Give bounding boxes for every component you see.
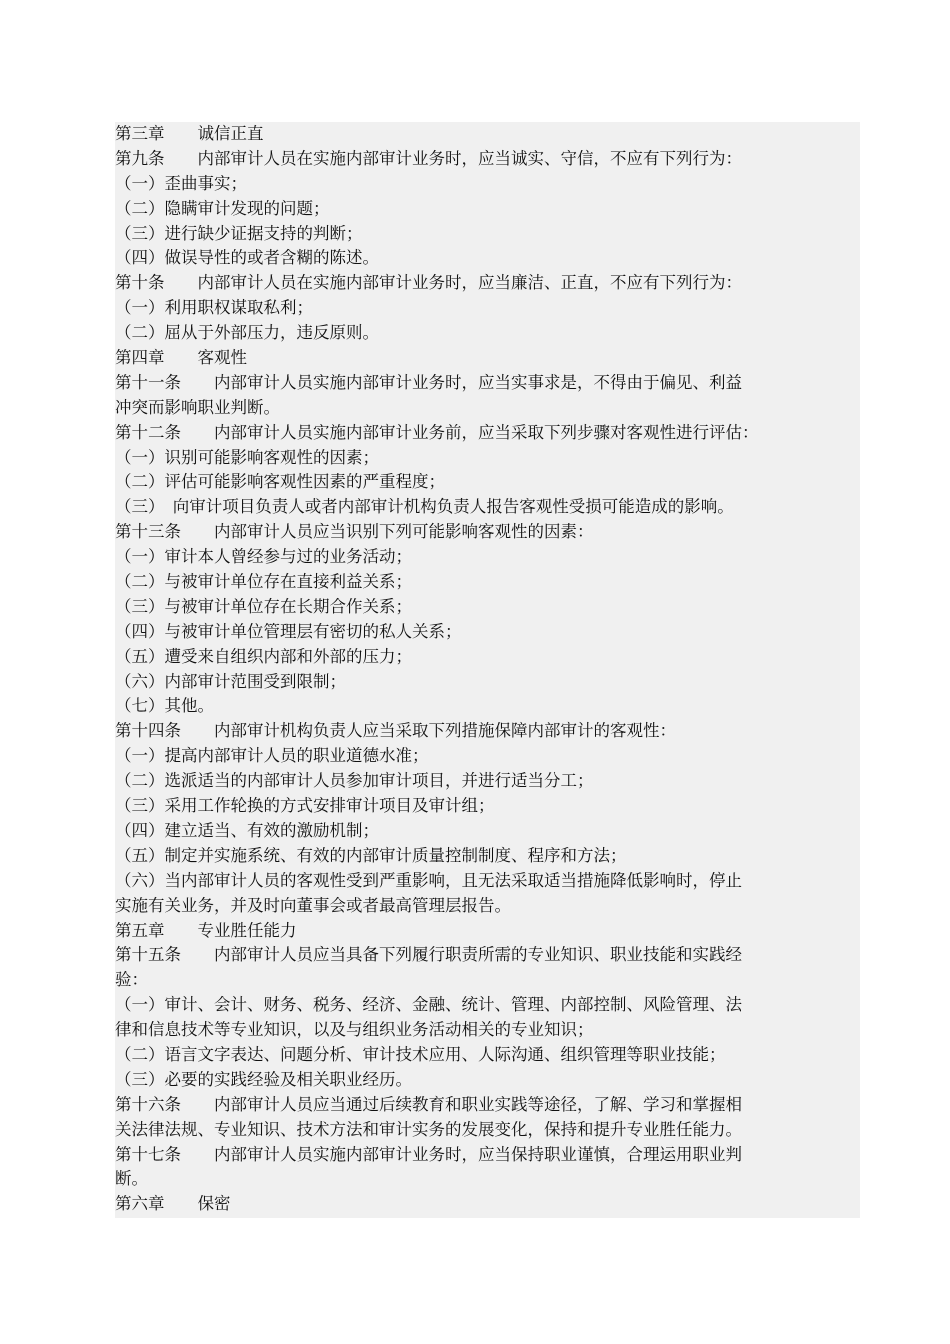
- text-line: （二）选派适当的内部审计人员参加审计项目，并进行适当分工；: [115, 771, 594, 791]
- text-line: （三）进行缺少证据支持的判断；: [115, 223, 363, 243]
- text-line: （五）遭受来自组织内部和外部的压力；: [115, 646, 412, 666]
- text-line: 律和信息技术等专业知识，以及与组织业务活动相关的专业知识；: [115, 1020, 594, 1040]
- text-line: （一）歪曲事实；: [115, 173, 247, 193]
- text-line: （一）利用职权谋取私利；: [115, 298, 313, 318]
- text-line: 第三章 诚信正直: [115, 124, 264, 143]
- text-line: 第十三条 内部审计人员应当识别下列可能影响客观性的因素：: [115, 522, 594, 542]
- text-line: （五）制定并实施系统、有效的内部审计质量控制制度、程序和方法；: [115, 845, 627, 865]
- text-line: （二）与被审计单位存在直接利益关系；: [115, 572, 412, 592]
- text-line: 实施有关业务，并及时向董事会或者最高管理层报告。: [115, 895, 511, 915]
- text-line: 第十五条 内部审计人员应当具备下列履行职责所需的专业知识、职业技能和实践经: [115, 945, 742, 965]
- text-line: 第十一条 内部审计人员实施内部审计业务时，应当实事求是，不得由于偏见、利益: [115, 372, 742, 392]
- text-line: 第十六条 内部审计人员应当通过后续教育和职业实践等途径，了解、学习和掌握相: [115, 1094, 742, 1114]
- text-line: （六）当内部审计人员的客观性受到严重影响，且无法采取适当措施降低影响时，停止: [115, 870, 742, 890]
- text-line: 第十四条 内部审计机构负责人应当采取下列措施保障内部审计的客观性：: [115, 721, 676, 741]
- text-line: （一）审计本人曾经参与过的业务活动；: [115, 547, 412, 567]
- text-line: 第十七条 内部审计人员实施内部审计业务时，应当保持职业谨慎，合理运用职业判: [115, 1144, 742, 1164]
- text-line: 第五章 专业胜任能力: [115, 920, 297, 940]
- text-line: （一）审计、会计、财务、税务、经济、金融、统计、管理、内部控制、风险管理、法: [115, 995, 742, 1015]
- text-line: （三）采用工作轮换的方式安排审计项目及审计组；: [115, 796, 495, 816]
- text-line: 第十二条 内部审计人员实施内部审计业务前，应当采取下列步骤对客观性进行评估：: [115, 422, 759, 442]
- text-line: （六）内部审计范围受到限制；: [115, 671, 346, 691]
- text-line: （三）与被审计单位存在长期合作关系；: [115, 596, 412, 616]
- text-line: （四）做误导性的或者含糊的陈述。: [115, 248, 379, 268]
- text-line: （四）建立适当、有效的激励机制；: [115, 820, 379, 840]
- text-line: 冲突而影响职业判断。: [115, 397, 280, 417]
- text-line: （三） 向审计项目负责人或者内部审计机构负责人报告客观性受损可能造成的影响。: [115, 497, 734, 517]
- text-line: （二）屈从于外部压力，违反原则。: [115, 323, 379, 343]
- text-line: 第四章 客观性: [115, 348, 247, 368]
- text-line: 第九条 内部审计人员在实施内部审计业务时，应当诚实、守信，不应有下列行为：: [115, 148, 742, 168]
- text-line: 第十条 内部审计人员在实施内部审计业务时，应当廉洁、正直，不应有下列行为：: [115, 273, 742, 293]
- text-line: （一）提高内部审计人员的职业道德水准；: [115, 746, 429, 766]
- text-line: （四）与被审计单位管理层有密切的私人关系；: [115, 621, 462, 641]
- text-line: 第六章 保密: [115, 1194, 231, 1214]
- text-line: （二）语言文字表达、问题分析、审计技术应用、人际沟通、组织管理等职业技能；: [115, 1044, 726, 1064]
- text-line: 验：: [115, 970, 148, 990]
- text-line: （一）识别可能影响客观性的因素；: [115, 447, 379, 467]
- text-line: （三）必要的实践经验及相关职业经历。: [115, 1069, 412, 1089]
- document-page: [115, 122, 860, 1218]
- text-line: （二）评估可能影响客观性因素的严重程度；: [115, 472, 445, 492]
- text-line: 关法律法规、专业知识、技术方法和审计实务的发展变化，保持和提升专业胜任能力。: [115, 1119, 742, 1139]
- text-line: （二）隐瞒审计发现的问题；: [115, 198, 330, 218]
- text-line: 断。: [115, 1169, 148, 1189]
- text-line: （七）其他。: [115, 696, 214, 716]
